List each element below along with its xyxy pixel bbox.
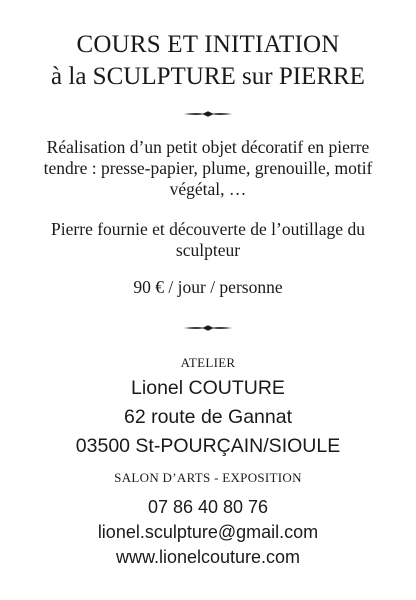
- atelier-label: ATELIER: [180, 355, 236, 370]
- flourish-divider-icon: [183, 324, 233, 332]
- description-line-3: végétal, …: [169, 179, 247, 199]
- title-line-1: COURS ET INITIATION: [76, 31, 340, 58]
- description-line-2: tendre : presse-papier, plume, grenouille, motif: [43, 158, 373, 178]
- salon-label: SALON D’ARTS - EXPOSITION: [114, 470, 302, 485]
- price-text: 90 € / jour / personne: [133, 277, 283, 297]
- sculptor-name: Lionel COUTURE: [131, 377, 285, 399]
- address-street: 62 route de Gannat: [123, 406, 293, 428]
- materials-line-1: Pierre fournie et découverte de l’outillage du: [51, 219, 365, 239]
- email-address: lionel.sculpture@gmail.com: [97, 522, 319, 542]
- address-city: 03500 St-POURÇAIN/SIOULE: [75, 435, 341, 457]
- title-line-2: à la SCULPTURE sur PIERRE: [51, 63, 365, 90]
- phone-number: 07 86 40 80 76: [147, 497, 269, 517]
- flourish-divider-icon: [183, 110, 233, 118]
- description-line-1: Réalisation d’un petit objet décoratif en pierre: [46, 137, 370, 157]
- website-url: www.lionelcouture.com: [115, 547, 301, 567]
- materials-line-2: sculpteur: [175, 240, 241, 260]
